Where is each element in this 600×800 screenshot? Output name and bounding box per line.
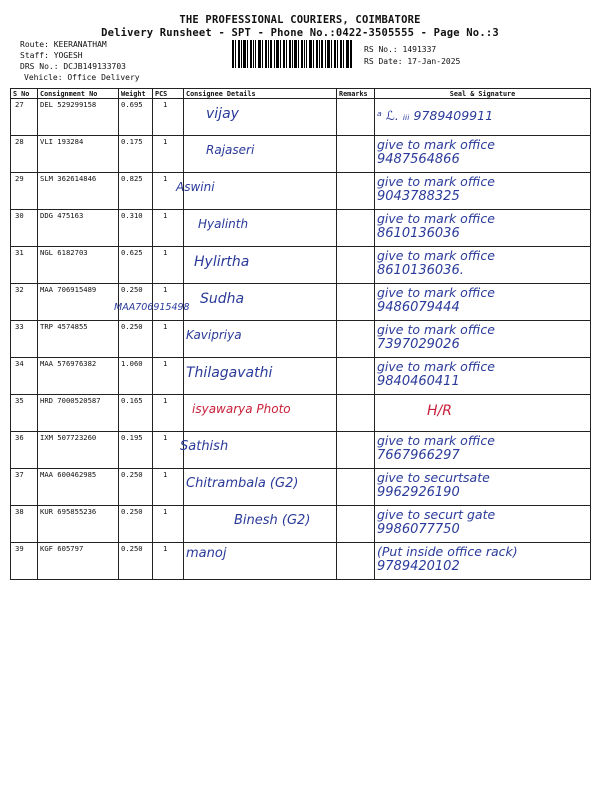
- seal-handwriting: give to mark office: [377, 433, 495, 448]
- row-pcs: 1: [153, 395, 184, 432]
- row-seal: [375, 321, 591, 358]
- vehicle-label: Vehicle: Office Delivery: [24, 73, 140, 82]
- row-weight: 0.250: [119, 469, 153, 506]
- table-header-row: [11, 89, 591, 99]
- row-seal: [375, 173, 591, 210]
- row-consignment-no: KGF 605797: [38, 543, 119, 580]
- row-weight: 0.625: [119, 247, 153, 284]
- seal-handwriting: give to mark office: [377, 174, 495, 189]
- col-consignment-no: Consignment No: [38, 89, 119, 99]
- table-row: [11, 210, 591, 247]
- row-remarks: [337, 321, 375, 358]
- row-remarks: [337, 136, 375, 173]
- consignee-handwriting: isyawarya Photo: [192, 402, 291, 416]
- table-row: [11, 358, 591, 395]
- seal-phone: 9840460411: [377, 374, 460, 389]
- consignee-handwriting: Chitrambala (G2): [186, 476, 299, 491]
- seal-handwriting: ᵃ ℒ. ᵢᵢᵢ 9789409911: [377, 108, 494, 123]
- row-consignee: [184, 210, 337, 247]
- row-weight: 0.695: [119, 99, 153, 136]
- row-consignee: [184, 136, 337, 173]
- row-pcs: 1: [153, 136, 184, 173]
- row-pcs: 1: [153, 284, 184, 321]
- row-sno: 32: [11, 284, 38, 321]
- rs-number: RS No.: 1491337: [364, 45, 437, 54]
- row-consignment-no: IXM 507723260: [38, 432, 119, 469]
- table-row: [11, 136, 591, 173]
- row-pcs: 1: [153, 99, 184, 136]
- consignee-handwriting: Kavipriya: [186, 328, 242, 342]
- seal-handwriting: give to mark office: [377, 322, 495, 337]
- row-sno: 27: [11, 99, 38, 136]
- row-consignment-no: MAA 576976382: [38, 358, 119, 395]
- row-seal: [375, 136, 591, 173]
- row-consignee: [184, 99, 337, 136]
- row-weight: 0.310: [119, 210, 153, 247]
- consignee-handwriting: Hyalinth: [198, 217, 249, 231]
- row-pcs: 1: [153, 173, 184, 210]
- seal-phone: 9043788325: [377, 189, 460, 204]
- barcode-graphic: [232, 40, 352, 68]
- row-sno: 29: [11, 173, 38, 210]
- seal-phone: 9486079444: [377, 300, 460, 315]
- seal-phone: 9789420102: [377, 559, 460, 574]
- row-sno: 38: [11, 506, 38, 543]
- col-remarks: Remarks: [337, 89, 375, 99]
- row-pcs: 1: [153, 543, 184, 580]
- row-remarks: [337, 284, 375, 321]
- row-seal: [375, 395, 591, 432]
- row-remarks: [337, 247, 375, 284]
- table-row: [11, 543, 591, 580]
- rs-date: RS Date: 17-Jan-2025: [364, 57, 461, 66]
- seal-handwriting: give to mark office: [377, 137, 495, 152]
- row-consignment-no: DEL 529299158: [38, 99, 119, 136]
- row-weight: 0.825: [119, 173, 153, 210]
- row-seal: [375, 469, 591, 506]
- row-remarks: [337, 99, 375, 136]
- row-consignee: [176, 173, 337, 210]
- row-consignment-no: DDG 475163: [38, 210, 119, 247]
- row-seal: [375, 247, 591, 284]
- row-consignee: [184, 395, 337, 432]
- seal-phone: 7667966297: [377, 448, 460, 463]
- seal-handwriting: give to mark office: [377, 285, 495, 300]
- consignee-handwriting: Hylirtha: [194, 254, 250, 270]
- consignee-handwriting: Aswini: [176, 180, 215, 194]
- table-row: [11, 506, 591, 543]
- row-seal: [375, 543, 591, 580]
- consignee-handwriting: Sathish: [180, 439, 229, 454]
- row-remarks: [337, 358, 375, 395]
- row-consignment-no: MAA 706915489: [38, 284, 119, 321]
- seal-handwriting: give to securt gate: [377, 507, 496, 522]
- runsheet-table: [10, 88, 591, 580]
- row-consignment-no: VLI 193284: [38, 136, 119, 173]
- row-weight: 0.175: [119, 136, 153, 173]
- seal-phone: 8610136036.: [377, 263, 464, 278]
- row-pcs: 1: [153, 506, 184, 543]
- col-consignee-details: Consignee Details: [184, 89, 337, 99]
- row-sno: 30: [11, 210, 38, 247]
- col-sno: S No: [11, 89, 38, 99]
- row-consignee: [184, 321, 337, 358]
- company-title: THE PROFESSIONAL COURIERS, COIMBATORE: [179, 14, 421, 26]
- row-consignment-no: HRD 7000520587: [38, 395, 119, 432]
- row-remarks: [337, 173, 375, 210]
- row-consignment-no: TRP 4574855: [38, 321, 119, 358]
- row-pcs: 1: [153, 210, 184, 247]
- row-remarks: [337, 432, 375, 469]
- table-row: [11, 173, 591, 210]
- row-weight: 0.250: [119, 284, 153, 321]
- row-sno: 39: [11, 543, 38, 580]
- row-consignee: [184, 506, 337, 543]
- row-seal: [375, 432, 591, 469]
- row-consignee: [184, 543, 337, 580]
- seal-handwriting: give to mark office: [377, 211, 495, 226]
- seal-handwriting: give to mark office: [377, 248, 495, 263]
- row-sno: 37: [11, 469, 38, 506]
- row-remarks: [337, 543, 375, 580]
- row-sno: 31: [11, 247, 38, 284]
- consignee-handwriting: manoj: [186, 546, 227, 561]
- table-row: [11, 469, 591, 506]
- row-sno: 33: [11, 321, 38, 358]
- col-seal-signature: Seal & Signature: [375, 89, 591, 99]
- staff-label: Staff: YOGESH: [20, 51, 83, 60]
- table-row: [11, 247, 591, 284]
- table-row: [11, 99, 591, 136]
- row-consignee: [180, 432, 337, 469]
- row-pcs: 1: [153, 358, 184, 395]
- runsheet-title: Delivery Runsheet - SPT - Phone No.:0422-3505555 - Page No.:3: [101, 27, 499, 39]
- row-seal: [375, 358, 591, 395]
- row-weight: 0.250: [119, 506, 153, 543]
- table-row: [11, 432, 591, 469]
- row-seal: [375, 99, 591, 136]
- row-remarks: [337, 469, 375, 506]
- seal-handwriting: give to securtsate: [377, 470, 490, 485]
- row-sno: 28: [11, 136, 38, 173]
- seal-phone: 8610136036: [377, 226, 460, 241]
- consignee-handwriting: Sudha: [200, 291, 245, 307]
- seal-handwriting: (Put inside office rack): [377, 544, 518, 559]
- seal-phone: 7397029026: [377, 337, 460, 352]
- row-consignee: [184, 469, 337, 506]
- row-consignment-no: NGL 6182703: [38, 247, 119, 284]
- seal-phone: 9986077750: [377, 522, 460, 537]
- seal-phone: 9487564866: [377, 152, 460, 167]
- row-weight: 0.195: [119, 432, 153, 469]
- consignee-handwriting: Thilagavathi: [186, 365, 273, 381]
- row-sno: 34: [11, 358, 38, 395]
- row-seal: [375, 284, 591, 321]
- route-label: Route: KEERANATHAM: [20, 40, 107, 49]
- seal-handwriting: H/R: [427, 404, 452, 419]
- row-remarks: [337, 506, 375, 543]
- row-weight: 0.250: [119, 321, 153, 358]
- row-pcs: 1: [153, 432, 184, 469]
- row-consignee: [184, 358, 337, 395]
- row-pcs: 1: [153, 469, 184, 506]
- consignee-handwriting: Binesh (G2): [234, 513, 311, 528]
- table-row: [11, 395, 591, 432]
- consignee-handwriting: Rajaseri: [206, 143, 255, 157]
- drs-label: DRS No.: DCJB149133703: [20, 62, 126, 71]
- col-weight: Weight: [119, 89, 153, 99]
- row-remarks: [337, 210, 375, 247]
- handwritten-consignment-note: MAA706915498: [114, 302, 190, 313]
- row-remarks: [337, 395, 375, 432]
- col-pcs: PCS: [153, 89, 184, 99]
- row-weight: 0.165: [119, 395, 153, 432]
- table-row: [11, 321, 591, 358]
- row-pcs: 1: [153, 247, 184, 284]
- row-seal: [375, 210, 591, 247]
- row-sno: 35: [11, 395, 38, 432]
- consignee-handwriting: vijay: [206, 106, 239, 122]
- row-sno: 36: [11, 432, 38, 469]
- row-weight: 0.250: [119, 543, 153, 580]
- row-consignment-no: MAA 600462985: [38, 469, 119, 506]
- row-consignment-no: KUR 695855236: [38, 506, 119, 543]
- row-pcs: 1: [153, 321, 184, 358]
- row-weight: 1.060: [119, 358, 153, 395]
- row-consignment-no: SLM 362614846: [38, 173, 119, 210]
- table-row: [11, 284, 591, 321]
- seal-handwriting: give to mark office: [377, 359, 495, 374]
- seal-phone: 9962926190: [377, 485, 460, 500]
- row-consignee: [184, 247, 337, 284]
- row-seal: [375, 506, 591, 543]
